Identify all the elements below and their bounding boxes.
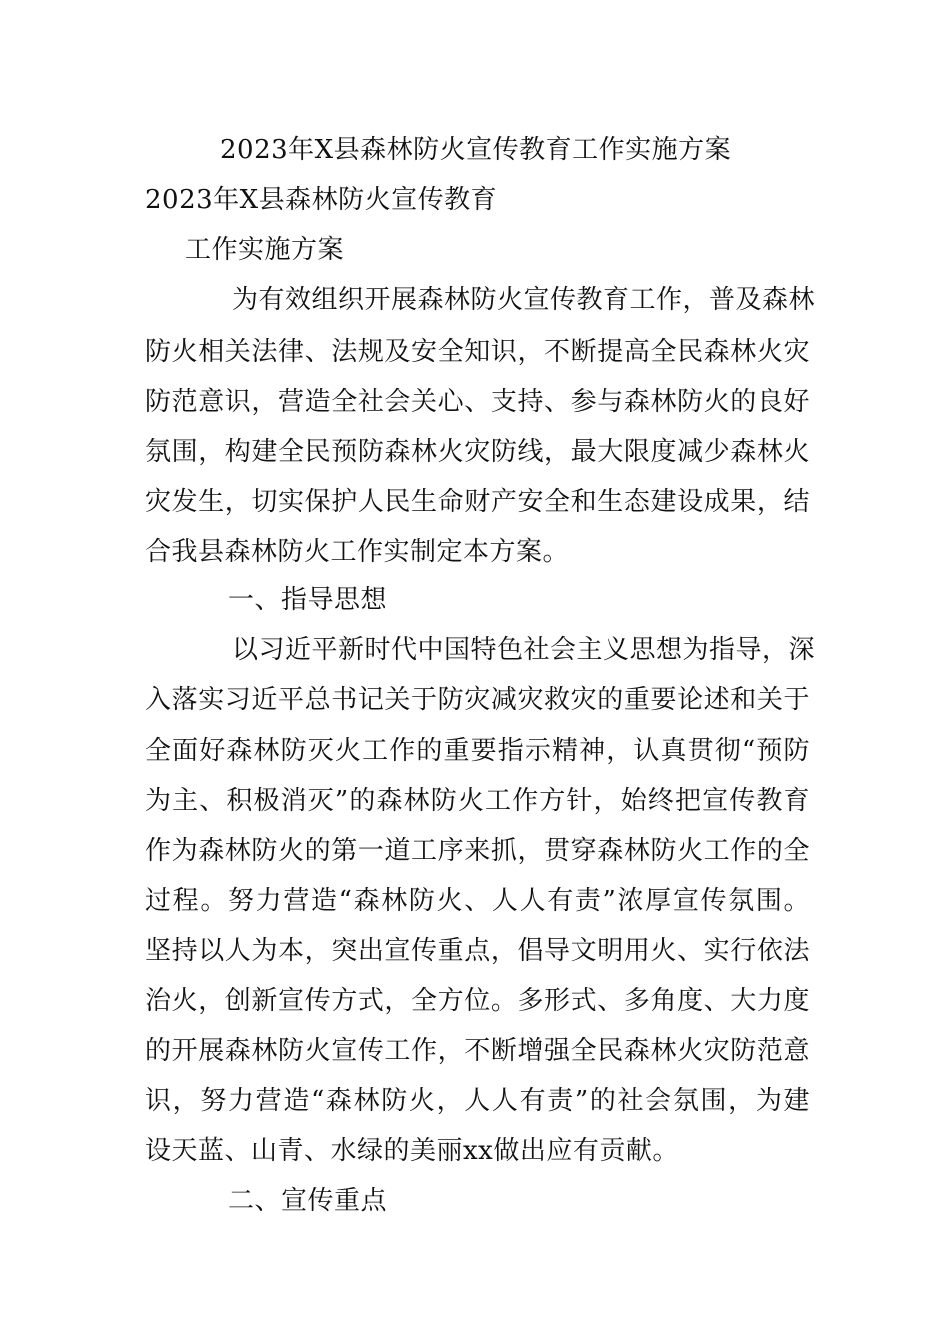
document-subtitle-continued: 工作实施方案 bbox=[185, 235, 345, 265]
intro-line-6: 合我县森林防火工作实制定本方案。 bbox=[145, 537, 570, 567]
intro-line-4: 氛围，构建全民预防森林火灾防线，最大限度减少森林火 bbox=[145, 437, 810, 467]
section1-line-4: 为主、积极消灭”的森林防火工作方针，始终把宣传教育 bbox=[145, 786, 810, 816]
document-title: 2023年X县森林防火宣传教育工作实施方案 bbox=[220, 135, 732, 165]
section1-line-6: 过程。努力营造“森林防火、人人有责”浓厚宣传氛围。 bbox=[145, 886, 810, 916]
intro-line-5: 灾发生，切实保护人民生命财产安全和生态建设成果，结 bbox=[145, 487, 810, 517]
intro-line-1: 为有效组织开展森林防火宣传教育工作，普及森林 bbox=[232, 285, 816, 315]
section-heading-guiding-thought: 一、指导思想 bbox=[228, 585, 388, 615]
section1-line-3: 全面好森林防灭火工作的重要指示精神，认真贯彻“预防 bbox=[145, 736, 810, 766]
section1-line-10: 识，努力营造“森林防火，人人有责”的社会氛围，为建 bbox=[145, 1086, 810, 1116]
section1-line-2: 入落实习近平总书记关于防灾减灾救灾的重要论述和关于 bbox=[145, 685, 810, 715]
section1-line-5: 作为森林防火的第一道工序来抓，贯穿森林防火工作的全 bbox=[145, 836, 810, 866]
section1-line-11: 设天蓝、山青、水绿的美丽xx做出应有贡献。 bbox=[145, 1136, 679, 1166]
document-subtitle: 2023年X县森林防火宣传教育 bbox=[145, 185, 498, 215]
intro-line-3: 防范意识，营造全社会关心、支持、参与森林防火的良好 bbox=[145, 387, 810, 417]
section1-line-1: 以习近平新时代中国特色社会主义思想为指导，深 bbox=[232, 635, 816, 665]
intro-line-2: 防火相关法律、法规及安全知识，不断提高全民森林火灾 bbox=[145, 337, 810, 367]
section1-line-9: 的开展森林防火宣传工作，不断增强全民森林火灾防范意 bbox=[145, 1036, 810, 1066]
section1-line-7: 坚持以人为本，突出宣传重点，倡导文明用火、实行依法 bbox=[145, 936, 810, 966]
section1-line-8: 治火，创新宣传方式，全方位。多形式、多角度、大力度 bbox=[145, 986, 810, 1016]
section-heading-publicity-focus: 二、宣传重点 bbox=[228, 1186, 388, 1216]
